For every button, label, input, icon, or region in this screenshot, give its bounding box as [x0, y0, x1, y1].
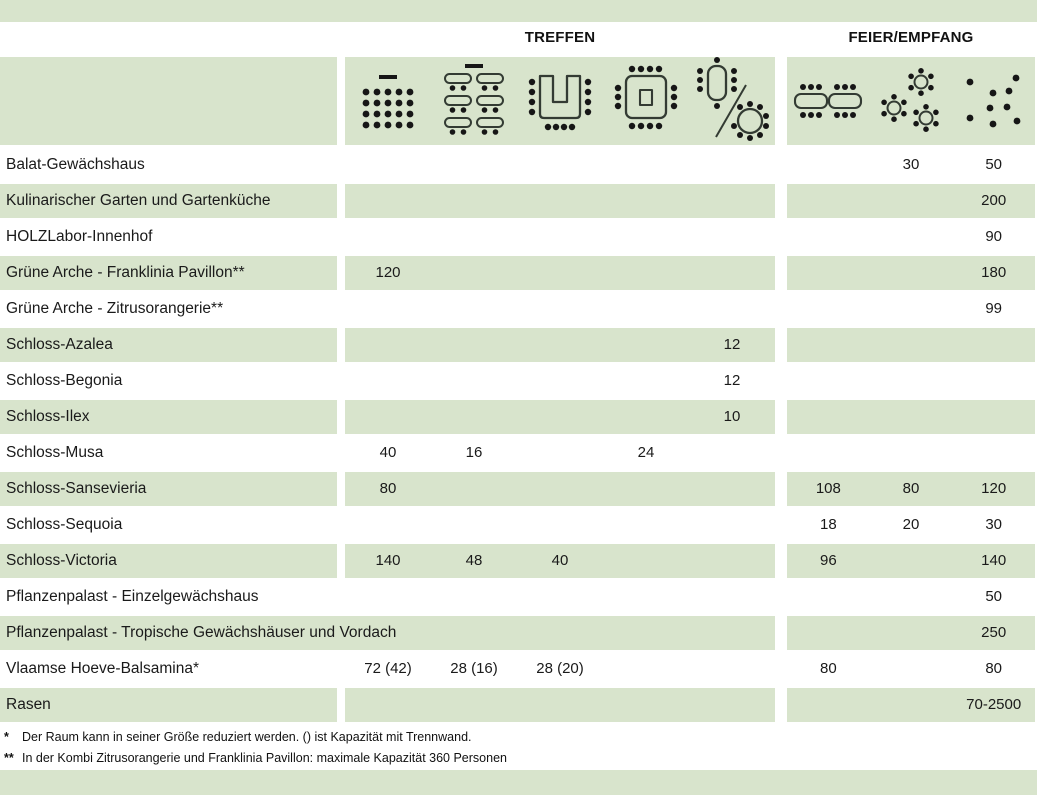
capacity-value: [603, 688, 689, 722]
capacity-value: [603, 544, 689, 578]
capacity-value: [689, 472, 775, 506]
capacity-value: 200: [981, 192, 1007, 209]
capacity-value: 140: [375, 552, 401, 569]
venue-name: Schloss-Sequoia: [6, 516, 123, 533]
treffen-values: [345, 256, 775, 290]
capacity-value: [431, 364, 517, 398]
capacity-value: [517, 148, 603, 182]
capacity-value: [431, 220, 517, 254]
table-body: [0, 148, 1037, 724]
capacity-value: 72 (42): [364, 660, 412, 677]
capacity-value: [345, 688, 431, 722]
capacity-value: 24: [637, 444, 655, 461]
table-row: [0, 436, 1037, 472]
feier-icon-row: [787, 57, 1035, 145]
capacity-value: [517, 256, 603, 290]
capacity-value: [787, 400, 870, 434]
capacity-value: [952, 400, 1035, 434]
banquet-long-tables-icon: [787, 57, 870, 145]
icon-row-name-spacer: [0, 57, 337, 145]
venue-name: Balat-Gewächshaus: [6, 156, 145, 173]
capacity-value: [517, 508, 603, 542]
capacity-value: 10: [723, 408, 741, 425]
capacity-value: [787, 256, 870, 290]
footnote-text: In der Kombi Zitrusorangerie und Franklinia Pavillon: maximale Kapazität 360 Personen: [22, 751, 507, 765]
table-row: [0, 328, 1037, 364]
feier-values: [787, 292, 1035, 326]
footnote-marker: *: [4, 730, 9, 744]
capacity-value: [787, 220, 870, 254]
boardroom-block-icon: [603, 57, 689, 145]
capacity-value: 16: [465, 444, 483, 461]
capacity-value: [431, 472, 517, 506]
capacity-value: [870, 688, 953, 722]
capacity-value: [431, 328, 517, 362]
treffen-values: [345, 148, 775, 182]
classroom-icon: [431, 57, 517, 145]
venue-name: Vlaamse Hoeve-Balsamina*: [6, 660, 199, 677]
feier-values: [787, 328, 1035, 362]
capacity-value: [517, 292, 603, 326]
capacity-value: [517, 400, 603, 434]
capacity-value: 30: [985, 516, 1003, 533]
capacity-value: [431, 508, 517, 542]
feier-values: [787, 220, 1035, 254]
treffen-header: TREFFEN: [524, 29, 596, 46]
capacity-value: [870, 220, 953, 254]
capacity-value: [431, 148, 517, 182]
footnote-marker: **: [4, 751, 14, 765]
capacity-value: [870, 544, 953, 578]
capacity-value: [603, 652, 689, 686]
venue-name: Schloss-Ilex: [0, 400, 337, 434]
treffen-values: [345, 220, 775, 254]
capacity-value: [345, 184, 431, 218]
treffen-values: [345, 184, 775, 218]
capacity-value: [345, 220, 431, 254]
treffen-icon-row: [345, 57, 775, 145]
venue-name: Schloss-Begonia: [6, 372, 123, 389]
capacity-value: [517, 364, 603, 398]
feier-values: [787, 400, 1035, 434]
venue-name: Grüne Arche - Zitrusorangerie**: [6, 300, 224, 317]
feier-values: [787, 148, 1035, 182]
capacity-value: 12: [723, 336, 741, 353]
feier-values: [787, 544, 1035, 578]
table-row: [0, 472, 1037, 508]
table-row: [0, 292, 1037, 328]
capacity-value: [431, 580, 517, 614]
capacity-value: [431, 184, 517, 218]
capacity-value: [689, 292, 775, 326]
feier-values: [787, 688, 1035, 722]
footnotes: [4, 727, 1024, 769]
capacity-value: [787, 580, 870, 614]
venue-name: Schloss-Azalea: [0, 328, 337, 362]
footnote-line: [4, 727, 1024, 748]
capacity-value: [787, 688, 870, 722]
capacity-value: [952, 436, 1035, 470]
treffen-values: [345, 328, 775, 362]
capacity-value: [431, 400, 517, 434]
treffen-values: [345, 364, 775, 398]
capacity-value: [517, 328, 603, 362]
capacity-value: [517, 688, 603, 722]
capacity-value: [689, 580, 775, 614]
capacity-value: 250: [981, 624, 1007, 641]
feier-values: [787, 472, 1035, 506]
capacity-value: [603, 580, 689, 614]
capacity-value: [603, 256, 689, 290]
capacity-value: [603, 184, 689, 218]
capacity-value: [345, 400, 431, 434]
capacity-value: [870, 580, 953, 614]
venue-name: Schloss-Victoria: [0, 544, 337, 578]
capacity-value: [345, 508, 431, 542]
capacity-value: 40: [551, 552, 569, 569]
table-row: [0, 364, 1037, 400]
table-row: [0, 256, 1037, 292]
capacity-value: [603, 328, 689, 362]
capacity-value: [870, 328, 953, 362]
venue-name: Kulinarischer Garten und Gartenküche: [0, 184, 337, 218]
capacity-value: [787, 328, 870, 362]
capacity-value: [952, 364, 1035, 398]
feier-values: [787, 508, 1035, 542]
venue-name: Pflanzenpalast - Einzelgewächshaus: [6, 588, 259, 605]
capacity-value: 50: [985, 156, 1003, 173]
table-row: [0, 148, 1037, 184]
capacity-value: 120: [981, 480, 1007, 497]
capacity-value: [517, 436, 603, 470]
capacity-value: [345, 364, 431, 398]
capacity-value: [787, 436, 870, 470]
capacity-value: 48: [465, 552, 483, 569]
treffen-values: [345, 472, 775, 506]
treffen-values: [345, 580, 775, 614]
feier-values: [787, 652, 1035, 686]
capacity-value: 108: [815, 480, 841, 497]
capacity-value: 90: [985, 228, 1003, 245]
bottom-green-bar: [0, 770, 1037, 795]
table-row: [0, 184, 1037, 220]
capacity-value: [870, 256, 953, 290]
capacity-value: 80: [985, 660, 1003, 677]
capacity-value: [870, 652, 953, 686]
capacity-value: 120: [375, 264, 401, 281]
table-row: [0, 688, 1037, 724]
capacity-value: [689, 220, 775, 254]
capacity-value: 40: [379, 444, 397, 461]
capacity-value: [517, 184, 603, 218]
capacity-value: 20: [902, 516, 920, 533]
capacity-value: [689, 256, 775, 290]
venue-name: Schloss-Musa: [6, 444, 104, 461]
capacity-value: [431, 292, 517, 326]
capacity-value: 12: [723, 372, 741, 389]
table-row: [0, 220, 1037, 256]
capacity-value: 28 (20): [536, 660, 584, 677]
venue-name: Schloss-Sansevieria: [0, 472, 337, 506]
capacity-value: 30: [902, 156, 920, 173]
treffen-values: [345, 544, 775, 578]
capacity-value: 96: [819, 552, 837, 569]
capacity-value: [952, 328, 1035, 362]
capacity-value: [787, 364, 870, 398]
boardroom-or-banquet-round-icon: [689, 57, 775, 145]
table-row: [0, 508, 1037, 544]
table-row: [0, 652, 1037, 688]
capacity-value: 80: [379, 480, 397, 497]
capacity-value: [603, 148, 689, 182]
treffen-values: [345, 652, 775, 686]
capacity-value: [787, 292, 870, 326]
capacity-value: [603, 400, 689, 434]
treffen-values: [345, 508, 775, 542]
capacity-value: [603, 220, 689, 254]
capacity-value: [689, 436, 775, 470]
venue-name: Rasen: [0, 688, 337, 722]
theater-icon: [345, 57, 431, 145]
capacity-value: [689, 508, 775, 542]
capacity-value: [603, 508, 689, 542]
feier-values: [787, 184, 1035, 218]
capacity-value: 180: [981, 264, 1007, 281]
treffen-values: [345, 436, 775, 470]
capacity-value: 80: [819, 660, 837, 677]
capacity-value: [689, 688, 775, 722]
footnote-text: Der Raum kann in seiner Größe reduziert werden. () ist Kapazität mit Trennwand.: [22, 730, 472, 744]
table-row: [0, 400, 1037, 436]
capacity-value: [870, 616, 953, 650]
feier-values: [787, 364, 1035, 398]
capacity-value: 50: [985, 588, 1003, 605]
capacity-value: [870, 400, 953, 434]
capacity-value: 70-2500: [966, 696, 1022, 713]
feier-values: [787, 256, 1035, 290]
banquet-round-tables-icon: [870, 57, 953, 145]
venue-name: Pflanzenpalast - Tropische Gewächshäuser und Vordach: [0, 616, 775, 650]
top-green-bar: [0, 0, 1037, 22]
capacity-value: [603, 292, 689, 326]
capacity-value: 99: [985, 300, 1003, 317]
capacity-value: 140: [981, 552, 1007, 569]
venue-name: HOLZLabor-Innenhof: [6, 228, 153, 245]
treffen-values: [345, 292, 775, 326]
table-row: [0, 580, 1037, 616]
treffen-values: [345, 400, 775, 434]
capacity-value: [345, 328, 431, 362]
capacity-value: [870, 364, 953, 398]
capacity-value: [787, 616, 870, 650]
treffen-values: [345, 688, 775, 722]
capacity-value: [689, 184, 775, 218]
capacity-value: [689, 544, 775, 578]
feier-header: FEIER/EMPFANG: [848, 29, 974, 46]
capacity-value: [689, 652, 775, 686]
capacity-value: 80: [902, 480, 920, 497]
capacity-value: [517, 580, 603, 614]
table-row: [0, 544, 1037, 580]
capacity-value: [345, 580, 431, 614]
capacity-value: [870, 292, 953, 326]
standing-reception-icon: [952, 57, 1035, 145]
capacity-value: 18: [819, 516, 837, 533]
capacity-value: [431, 688, 517, 722]
capacity-value: [345, 292, 431, 326]
capacity-value: [787, 184, 870, 218]
capacity-value: [431, 256, 517, 290]
venue-name: Grüne Arche - Franklinia Pavillon**: [0, 256, 337, 290]
capacity-value: [870, 184, 953, 218]
capacity-value: [787, 148, 870, 182]
capacity-value: [603, 472, 689, 506]
capacity-value: [345, 148, 431, 182]
u-shape-icon: [517, 57, 603, 145]
capacity-value: [689, 148, 775, 182]
feier-values: [787, 436, 1035, 470]
capacity-value: [603, 364, 689, 398]
capacity-value: [517, 220, 603, 254]
feier-values: [787, 580, 1035, 614]
feier-values: [787, 616, 1035, 650]
capacity-value: [517, 472, 603, 506]
footnote-line: [4, 748, 1024, 769]
table-row: [0, 616, 1037, 652]
capacity-value: [870, 436, 953, 470]
capacity-value: 28 (16): [450, 660, 498, 677]
